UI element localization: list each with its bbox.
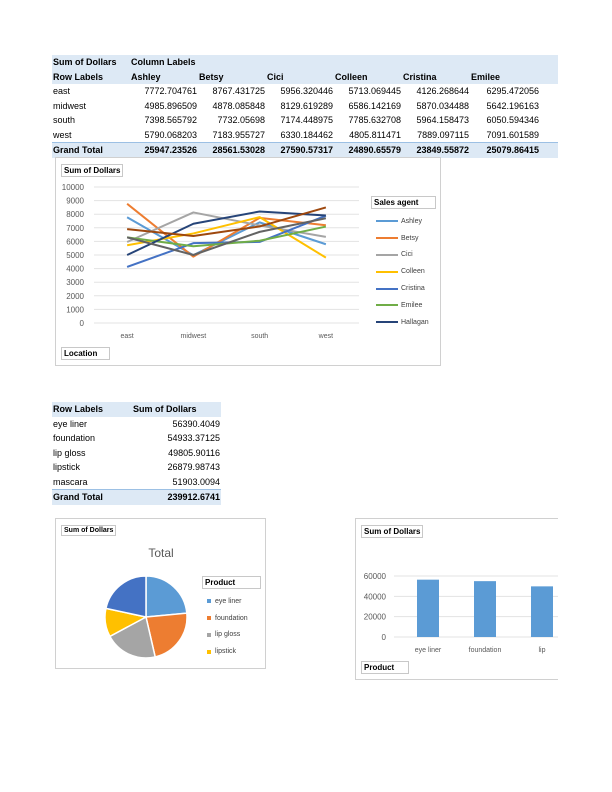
- y-tick-label: 0: [79, 319, 84, 328]
- grand-total-cell[interactable]: 27590.57317: [280, 145, 333, 156]
- grand-total-label: Grand Total: [53, 145, 103, 156]
- row-label[interactable]: midwest: [53, 100, 87, 111]
- column-header-ashley[interactable]: Ashley: [131, 71, 161, 82]
- legend-swatch: [207, 650, 211, 654]
- table-cell[interactable]: 49805.90116: [168, 447, 220, 458]
- y-tick-label: 2000: [66, 291, 84, 301]
- table-cell[interactable]: 7091.601589: [486, 129, 539, 140]
- y-tick-label: 20000: [363, 612, 386, 622]
- grand-total-cell[interactable]: 28561.53028: [212, 145, 265, 156]
- legend-label: Hallagan: [401, 318, 429, 326]
- x-tick-label: midwest: [180, 333, 207, 340]
- y-tick-label: 7000: [66, 223, 84, 233]
- table-row: [52, 84, 558, 99]
- table-cell[interactable]: 5870.034488: [416, 100, 469, 111]
- table-cell[interactable]: 54933.37125: [167, 433, 220, 444]
- legend-item[interactable]: [376, 247, 429, 264]
- table-cell[interactable]: 7889.097115: [417, 129, 469, 140]
- table-cell[interactable]: 7174.448975: [280, 115, 333, 126]
- table-row: [52, 460, 221, 475]
- x-tick-label: west: [318, 333, 334, 340]
- legend-swatch: [207, 633, 211, 637]
- legend-swatch: [376, 254, 398, 256]
- pie-legend: [207, 593, 248, 660]
- legend-label: foundation: [215, 614, 248, 622]
- legend-swatch: [376, 237, 398, 239]
- table-cell[interactable]: 26879.98743: [167, 462, 220, 473]
- legend-item[interactable]: [207, 627, 248, 644]
- pivot2-row-labels[interactable]: Row Labels: [53, 404, 104, 415]
- grand-total-cell[interactable]: 25079.86415: [486, 145, 539, 156]
- column-header-cici[interactable]: Cici: [267, 71, 284, 82]
- row-label[interactable]: eye liner: [53, 418, 88, 429]
- legend-item[interactable]: [376, 213, 429, 230]
- legend-swatch: [376, 304, 398, 306]
- row-label[interactable]: foundation: [53, 433, 96, 444]
- table-cell[interactable]: 7183.955727: [212, 129, 265, 140]
- table-cell[interactable]: 7772.704761: [144, 86, 197, 97]
- column-header-cristina[interactable]: Cristina: [403, 71, 437, 82]
- legend-swatch: [207, 616, 211, 620]
- x-tick-label: lip: [538, 647, 546, 654]
- legend-item[interactable]: [376, 230, 429, 247]
- value-field-button[interactable]: Sum of Dollars: [61, 164, 123, 177]
- table-cell[interactable]: 5790.068203: [144, 129, 197, 140]
- legend-label: Emilee: [401, 301, 423, 309]
- table-cell[interactable]: 51903.0094: [172, 476, 220, 487]
- legend-item[interactable]: [376, 297, 429, 314]
- table-cell[interactable]: 7732.05698: [217, 115, 265, 126]
- row-label[interactable]: lipstick: [53, 462, 81, 473]
- legend-swatch: [376, 220, 398, 222]
- legend-label: Cristina: [401, 285, 425, 293]
- legend-item[interactable]: [376, 263, 429, 280]
- table-row: [52, 99, 558, 114]
- legend-swatch: [376, 271, 398, 273]
- y-tick-label: 6000: [66, 237, 84, 247]
- table-cell[interactable]: 4985.896509: [144, 100, 197, 111]
- y-tick-label: 8000: [66, 210, 84, 220]
- row-label[interactable]: east: [53, 86, 71, 97]
- pivot-header-row-2: [52, 70, 558, 85]
- legend-label: Betsy: [401, 234, 419, 242]
- pivot-table-sales-by-product: [52, 402, 221, 505]
- legend-item[interactable]: [207, 593, 248, 610]
- table-cell[interactable]: 8129.619289: [280, 100, 333, 111]
- pie-slice[interactable]: [146, 576, 187, 617]
- table-cell[interactable]: 4878.085848: [212, 100, 265, 111]
- bar-chart-panel[interactable]: [355, 518, 561, 680]
- pivot2-grand-total-row: [52, 489, 221, 505]
- grand-total-cell[interactable]: 23849.55872: [416, 145, 469, 156]
- y-tick-label: 5000: [66, 251, 84, 260]
- pie-title: Total: [148, 546, 174, 560]
- column-header-colleen[interactable]: Colleen: [335, 71, 368, 82]
- row-label[interactable]: south: [53, 115, 76, 126]
- grand-total-cell[interactable]: 24890.65579: [348, 145, 401, 156]
- row-label[interactable]: lip gloss: [53, 447, 86, 458]
- table-cell[interactable]: 4805.811471: [349, 129, 401, 140]
- y-tick-label: 10000: [61, 183, 84, 192]
- column-header-betsy[interactable]: Betsy: [199, 71, 224, 82]
- table-cell[interactable]: 8767.431725: [212, 86, 265, 97]
- y-tick-label: 1000: [66, 305, 84, 315]
- bar-chart: - 0200004000060000 eye liner foundation lip: [363, 547, 561, 654]
- x-tick-label: foundation: [468, 647, 502, 654]
- y-tick-label: 9000: [66, 196, 84, 206]
- value-field-button[interactable]: Sum of Dollars: [61, 525, 116, 536]
- legend-label: eye liner: [215, 597, 242, 605]
- pivot-value-field-label[interactable]: Sum of Dollars: [53, 57, 117, 68]
- grand-total-cell[interactable]: 25947.23526: [144, 145, 197, 156]
- legend-item[interactable]: [376, 280, 429, 297]
- table-cell[interactable]: 6330.184462: [280, 129, 333, 140]
- legend-label: lip gloss: [215, 631, 241, 639]
- axis-field-button[interactable]: Product: [361, 661, 409, 674]
- x-tick-label: south: [251, 333, 269, 340]
- table-cell[interactable]: 56390.4049: [172, 418, 220, 429]
- y-tick-label: 3000: [66, 278, 84, 288]
- legend-label: Colleen: [401, 268, 425, 276]
- pivot-row-labels[interactable]: Row Labels: [53, 71, 104, 82]
- pivot2-value-field-label[interactable]: Sum of Dollars: [133, 404, 197, 415]
- row-label[interactable]: mascara: [53, 476, 88, 487]
- legend-swatch: [376, 288, 398, 290]
- table-row: [52, 475, 221, 490]
- table-cell[interactable]: 6295.472056: [486, 86, 539, 97]
- y-tick-label: 60000: [363, 572, 386, 581]
- line-chart-panel[interactable]: [55, 157, 441, 366]
- table-row: [52, 431, 221, 446]
- bar[interactable]: [417, 580, 439, 637]
- table-row: [52, 128, 558, 143]
- grand-total-cell[interactable]: 239912.6741: [167, 492, 220, 503]
- table-cell[interactable]: 5713.069445: [348, 86, 401, 97]
- table-cell[interactable]: 7785.632708: [348, 115, 401, 126]
- bar[interactable]: [474, 581, 496, 637]
- legend-swatch: [207, 599, 211, 603]
- legend-item[interactable]: [376, 314, 429, 331]
- legend-label: Ashley: [401, 217, 423, 225]
- pivot-header-row-1: [52, 55, 558, 70]
- pie-chart-panel[interactable]: [55, 518, 266, 669]
- y-tick-label: 0: [381, 633, 386, 642]
- legend-label: lipstick: [215, 648, 237, 656]
- y-tick-label: 40000: [363, 592, 386, 602]
- row-label[interactable]: west: [53, 129, 72, 140]
- y-tick-label: 4000: [66, 264, 84, 274]
- axis-field-button[interactable]: Location: [61, 347, 110, 360]
- grand-total-label: Grand Total: [53, 492, 103, 503]
- table-cell[interactable]: 6586.142169: [348, 100, 401, 111]
- table-cell[interactable]: 5642.196163: [486, 100, 539, 111]
- line-legend: [376, 213, 429, 331]
- legend-field-button[interactable]: Sales agent: [371, 196, 436, 209]
- legend-item[interactable]: [207, 643, 248, 660]
- x-tick-label: east: [120, 333, 134, 340]
- table-row: [52, 113, 558, 128]
- column-header-emilee[interactable]: Emilee: [471, 71, 501, 82]
- legend-label: Cici: [401, 251, 413, 259]
- value-field-button[interactable]: Sum of Dollars: [361, 525, 423, 538]
- pivot-column-labels[interactable]: Column Labels: [131, 57, 196, 68]
- legend-field-button[interactable]: Product: [202, 576, 261, 589]
- legend-item[interactable]: [207, 610, 248, 627]
- table-cell[interactable]: 4126.268644: [416, 86, 469, 97]
- table-cell[interactable]: 7398.565792: [144, 115, 197, 126]
- pivot-grand-total-row: [52, 142, 558, 158]
- pivot2-header-row: [52, 402, 221, 417]
- table-cell[interactable]: 5956.320446: [280, 86, 333, 97]
- table-row: [52, 417, 221, 432]
- legend-swatch: [376, 321, 398, 323]
- bar[interactable]: [531, 586, 553, 637]
- table-row: [52, 446, 221, 461]
- table-cell[interactable]: 6050.594346: [486, 115, 539, 126]
- bar-chart-clip: [355, 518, 561, 680]
- pivot-table-sales-by-location: [52, 55, 558, 158]
- table-cell[interactable]: 5964.158473: [416, 115, 469, 126]
- x-tick-label: eye liner: [414, 647, 442, 654]
